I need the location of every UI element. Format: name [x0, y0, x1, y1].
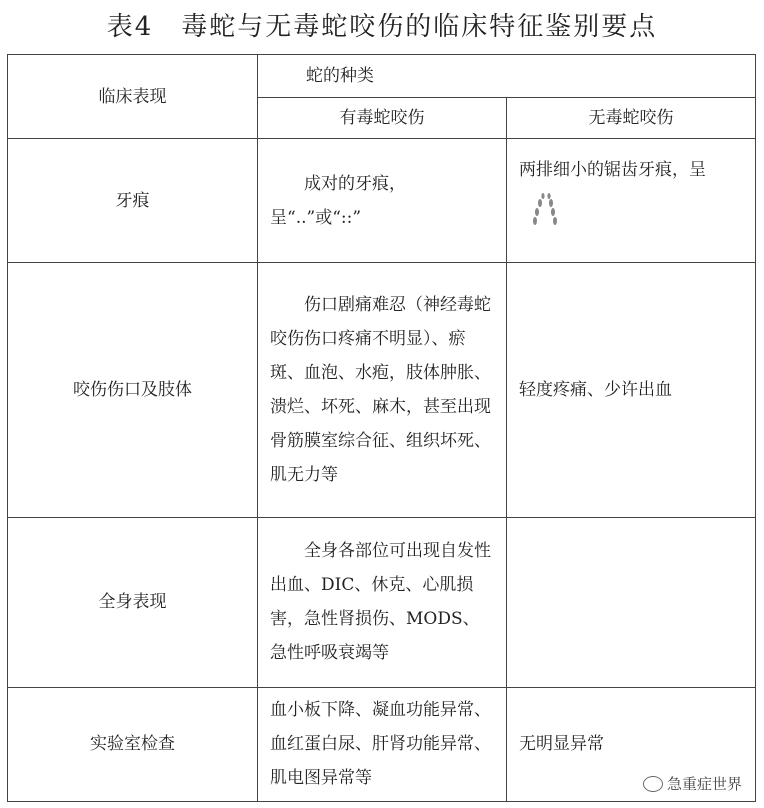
watermark-text: 急重症世界 [666, 775, 742, 793]
row-label: 牙痕 [8, 139, 258, 263]
table-title: 表4 毒蛇与无毒蛇咬伤的临床特征鉴别要点 [106, 12, 658, 42]
row-label: 全身表现 [8, 517, 258, 687]
serrated-teeth-mark-icon [525, 191, 569, 231]
venomous-cell: 伤口剧痛难忍（神经毒蛇咬伤伤口疼痛不明显）、瘀斑、血泡、水疱，肢体肿胀、溃烂、坏死、麻木，甚至出现骨筋膜室综合征、组织坏死、肌无力等 [258, 263, 507, 517]
venomous-cell: 成对的牙痕，呈“..”或“::” [258, 139, 507, 263]
nonvenomous-header-cell: 无毒蛇咬伤 [507, 98, 756, 139]
row-label: 实验室检查 [8, 687, 258, 801]
watermark [643, 773, 742, 794]
nonvenomous-text: 两排细小的锯齿牙痕，呈 [519, 160, 706, 181]
table-row [8, 263, 756, 517]
table-row [8, 139, 756, 263]
venomous-cell: 全身各部位可出现自发性出血、DIC、休克、心肌损害，急性肾损伤、MODS、急性呼吸衰竭等 [258, 517, 507, 687]
wechat-icon [643, 776, 663, 792]
nonvenomous-cell [507, 139, 756, 263]
venomous-cell: 血小板下降、凝血功能异常、血红蛋白尿、肝肾功能异常、肌电图异常等 [258, 687, 507, 801]
nonvenomous-cell: 轻度疼痛、少许出血 [507, 263, 756, 517]
nonvenomous-cell [507, 517, 756, 687]
group-header-cell: 蛇的种类 [258, 55, 756, 98]
nonvenomous-cell: 无明显异常 [507, 687, 756, 801]
header-row [8, 55, 756, 98]
row-label: 咬伤伤口及肢体 [8, 263, 258, 517]
venomous-header-cell: 有毒蛇咬伤 [258, 98, 507, 139]
comparison-table [7, 54, 756, 802]
row-header-cell: 临床表现 [8, 55, 258, 139]
table-row [8, 517, 756, 687]
